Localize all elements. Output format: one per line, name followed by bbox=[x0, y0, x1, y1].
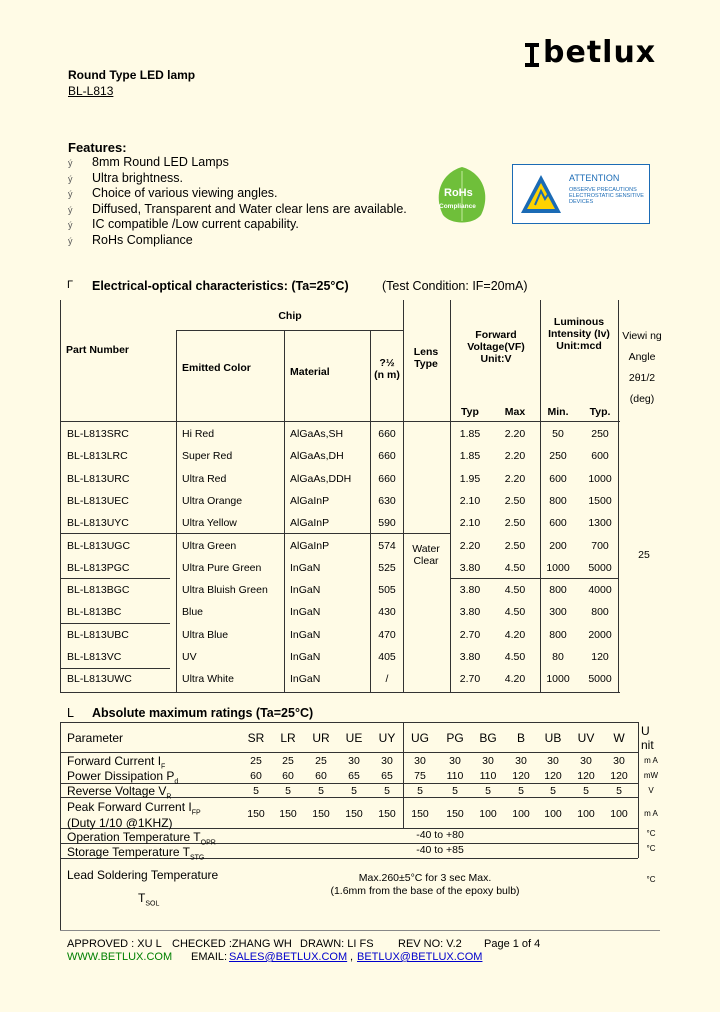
cell-vf-typ: 3.80 bbox=[459, 606, 481, 619]
st-temp-value: -40 to +85 bbox=[416, 844, 464, 856]
amr-col-header: W bbox=[613, 731, 625, 745]
cell-wavelength: 660 bbox=[378, 428, 396, 440]
amr-col-header: UV bbox=[577, 731, 595, 745]
cell-part-number: BL-L813URC bbox=[67, 472, 130, 485]
amr-value: 5 bbox=[550, 785, 556, 797]
cell-material: InGaN bbox=[290, 584, 321, 597]
amr-value: 120 bbox=[512, 770, 530, 782]
feature-text: Diffused, Transparent and Water clear lens are available. bbox=[92, 201, 407, 216]
amr-value: 25 bbox=[282, 755, 294, 767]
amr-row-label bbox=[67, 800, 201, 830]
amr-value: 30 bbox=[515, 755, 527, 767]
col-header-luminous-intensity: Luminous Intensity (Iv) Unit:mcd bbox=[548, 316, 610, 352]
col-header-lens-type: Lens Type bbox=[413, 346, 439, 370]
cell-vf-typ: 3.80 bbox=[459, 584, 481, 597]
cell-material: AlGaAs,SH bbox=[290, 428, 344, 440]
amr-col-header: UG bbox=[411, 731, 429, 745]
cell-vf-max: 2.50 bbox=[504, 517, 526, 530]
cell-material: AlGaAs,DH bbox=[290, 450, 344, 463]
amr-value: 25 bbox=[250, 755, 262, 767]
amr-row-label-text: Power Dissipation P bbox=[67, 769, 175, 783]
cell-iv-min: 800 bbox=[549, 628, 567, 641]
amr-col-header: UY bbox=[378, 731, 396, 745]
amr-value: 120 bbox=[577, 770, 595, 782]
amr-marker: L bbox=[67, 706, 74, 720]
bullet-icon: ý bbox=[68, 189, 73, 200]
amr-value: 150 bbox=[345, 808, 363, 820]
cell-vf-max: 4.50 bbox=[504, 584, 526, 597]
cell-vf-typ: 2.10 bbox=[459, 494, 481, 507]
lens-value-line1: Water bbox=[412, 543, 440, 555]
rohs-subtitle: Compliance bbox=[439, 203, 476, 210]
amr-row-label-sub: R bbox=[166, 793, 172, 801]
op-temp-value: -40 to +80 bbox=[416, 829, 464, 841]
st-temp-text: Storage Temperature T bbox=[67, 845, 190, 859]
cell-iv-typ: 5000 bbox=[588, 561, 612, 574]
st-temp-label bbox=[67, 845, 204, 861]
cell-part-number: BL-L813VC bbox=[67, 651, 122, 663]
cell-part-number: BL-L813BC bbox=[67, 606, 122, 619]
amr-value: 100 bbox=[610, 808, 628, 820]
cell-iv-min: 800 bbox=[549, 584, 567, 597]
amr-col-header: UE bbox=[345, 731, 363, 745]
amr-row-label-text: Peak Forward Current I bbox=[67, 800, 192, 814]
op-temp-text: Operation Temperature T bbox=[67, 830, 201, 844]
cell-vf-max: 4.20 bbox=[504, 628, 526, 641]
brand-logo bbox=[523, 35, 657, 70]
col-header-emitted-color: Emitted Color bbox=[182, 362, 251, 374]
eo-condition: (Test Condition: IF=20mA) bbox=[382, 279, 528, 293]
col-header-material: Material bbox=[290, 366, 330, 378]
cell-iv-typ: 4000 bbox=[588, 584, 612, 597]
cell-emitted-color: Ultra White bbox=[182, 673, 234, 686]
cell-iv-typ: 800 bbox=[591, 606, 609, 619]
cell-emitted-color: Ultra Yellow bbox=[182, 517, 237, 530]
amr-value: 30 bbox=[580, 755, 592, 767]
amr-value: 25 bbox=[315, 755, 327, 767]
cell-emitted-color: Super Red bbox=[182, 450, 233, 463]
amr-col-header: UR bbox=[312, 731, 330, 745]
attention-subtitle: OBSERVE PRECAUTIONS ELECTROSTATIC SENSITIVE DEVICES bbox=[569, 187, 644, 205]
amr-unit: V bbox=[648, 786, 654, 795]
cell-emitted-color: Ultra Pure Green bbox=[182, 561, 262, 574]
cell-iv-min: 250 bbox=[549, 450, 567, 463]
cell-iv-min: 800 bbox=[549, 494, 567, 507]
amr-param-header: Parameter bbox=[67, 731, 124, 745]
list-item bbox=[68, 233, 407, 249]
amr-row-label-sub: FP bbox=[191, 809, 201, 817]
amr-value: 30 bbox=[547, 755, 559, 767]
amr-value: 65 bbox=[348, 770, 360, 782]
cell-vf-typ: 1.85 bbox=[459, 428, 481, 440]
cell-part-number: BL-L813LRC bbox=[67, 450, 128, 463]
cell-iv-min: 1000 bbox=[546, 561, 570, 574]
cell-iv-typ: 1000 bbox=[588, 472, 612, 485]
eo-marker: Γ bbox=[67, 279, 74, 291]
cell-iv-typ: 5000 bbox=[588, 673, 612, 686]
amr-value: 5 bbox=[485, 785, 491, 797]
cell-emitted-color: Ultra Red bbox=[182, 472, 227, 485]
bullet-icon: ý bbox=[68, 235, 73, 246]
list-item bbox=[68, 155, 407, 171]
cell-iv-typ: 1500 bbox=[588, 494, 612, 507]
cell-iv-typ: 1300 bbox=[588, 517, 612, 530]
cell-vf-typ: 3.80 bbox=[459, 651, 481, 663]
amr-value: 100 bbox=[479, 808, 497, 820]
cell-material: AlGaInP bbox=[290, 517, 330, 530]
amr-row-label bbox=[67, 784, 171, 800]
cell-vf-max: 2.50 bbox=[504, 494, 526, 507]
amr-row-label-sub: d bbox=[174, 778, 179, 786]
cell-iv-min: 1000 bbox=[546, 673, 570, 686]
lens-value-line2: Clear bbox=[413, 555, 439, 567]
cell-vf-typ: 1.95 bbox=[459, 472, 481, 485]
col-header-iv-min: Min. bbox=[547, 406, 569, 418]
solder-t: T bbox=[138, 891, 146, 905]
bullet-icon: ý bbox=[68, 204, 73, 215]
cell-vf-max: 4.20 bbox=[504, 673, 526, 686]
amr-unit-header: U nit bbox=[641, 724, 654, 752]
amr-col-header: LR bbox=[280, 731, 296, 745]
features-list bbox=[68, 155, 407, 249]
amr-value: 5 bbox=[452, 785, 458, 797]
cell-vf-typ: 2.10 bbox=[459, 517, 481, 530]
cell-wavelength: 660 bbox=[378, 472, 396, 485]
amr-row-label-text: Forward Current I bbox=[67, 754, 162, 768]
lens-value bbox=[408, 543, 444, 567]
st-temp-sub: STG bbox=[189, 854, 205, 862]
cell-emitted-color: Blue bbox=[182, 606, 204, 619]
amr-value: 5 bbox=[616, 785, 622, 797]
amr-value: 30 bbox=[381, 755, 393, 767]
cell-material: InGaN bbox=[290, 561, 321, 574]
list-item bbox=[68, 171, 407, 187]
footer-website-link[interactable]: WWW.BETLUX.COM bbox=[67, 951, 173, 963]
solder-value-2: (1.6mm from the base of the epoxy bulb) bbox=[330, 885, 520, 897]
feature-text: 8mm Round LED Lamps bbox=[92, 155, 229, 169]
cell-vf-typ: 3.80 bbox=[459, 561, 481, 574]
amr-value: 5 bbox=[583, 785, 589, 797]
solder-unit: °C bbox=[646, 875, 656, 884]
amr-value: 30 bbox=[449, 755, 461, 767]
amr-value: 150 bbox=[411, 808, 429, 820]
op-temp-label bbox=[67, 830, 216, 846]
amr-col-header: B bbox=[516, 731, 525, 745]
col-header-forward-voltage: Forward Voltage(VF) Unit:V bbox=[467, 329, 525, 365]
cell-emitted-color: Ultra Blue bbox=[182, 628, 229, 641]
amr-value: 150 bbox=[312, 808, 330, 820]
amr-value: 5 bbox=[518, 785, 524, 797]
cell-vf-max: 2.20 bbox=[504, 450, 526, 463]
cell-wavelength: 470 bbox=[378, 628, 396, 641]
amr-value: 60 bbox=[282, 770, 294, 782]
amr-value: 100 bbox=[512, 808, 530, 820]
solder-value-1: Max.260±5°C for 3 sec Max. bbox=[358, 872, 492, 884]
col-header-iv-typ: Typ. bbox=[589, 406, 611, 418]
footer-email-betlux-link[interactable]: BETLUX@BETLUX.COM bbox=[357, 951, 483, 963]
footer-email-sales-link[interactable]: SALES@BETLUX.COM bbox=[229, 951, 348, 963]
amr-row-label bbox=[67, 754, 165, 770]
cell-wavelength: 660 bbox=[378, 450, 396, 463]
cell-material: InGaN bbox=[290, 651, 321, 663]
feature-text: Choice of various viewing angles. bbox=[92, 186, 278, 201]
cell-iv-min: 600 bbox=[549, 517, 567, 530]
bullet-icon: ý bbox=[68, 173, 73, 184]
amr-value: 100 bbox=[577, 808, 595, 820]
solder-sub: SOL bbox=[145, 900, 160, 908]
amr-row-label-sub: F bbox=[161, 763, 166, 771]
amr-value: 120 bbox=[544, 770, 562, 782]
cell-iv-typ: 2000 bbox=[588, 628, 612, 641]
cell-wavelength: 505 bbox=[378, 584, 396, 597]
op-temp-unit: °C bbox=[646, 829, 656, 838]
rohs-title: RoHs bbox=[444, 187, 473, 199]
cell-wavelength: 525 bbox=[378, 561, 396, 574]
amr-value: 150 bbox=[378, 808, 396, 820]
st-temp-unit: °C bbox=[646, 844, 656, 853]
amr-value: 30 bbox=[482, 755, 494, 767]
amr-value: 120 bbox=[610, 770, 628, 782]
rohs-badge bbox=[433, 165, 491, 227]
amr-value: 60 bbox=[315, 770, 327, 782]
esd-attention-badge bbox=[512, 164, 650, 224]
list-item bbox=[68, 202, 407, 218]
cell-material: InGaN bbox=[290, 628, 321, 641]
attention-title: ATTENTION bbox=[569, 173, 620, 183]
amr-unit: mW bbox=[643, 771, 659, 780]
cell-iv-typ: 600 bbox=[591, 450, 609, 463]
cell-vf-max: 2.20 bbox=[504, 428, 526, 440]
cell-vf-max: 4.50 bbox=[504, 606, 526, 619]
cell-iv-min: 50 bbox=[552, 428, 564, 440]
amr-value: 5 bbox=[253, 785, 259, 797]
amr-unit: m A bbox=[644, 756, 658, 765]
cell-emitted-color: Ultra Green bbox=[182, 539, 237, 552]
cell-wavelength: 574 bbox=[378, 539, 396, 552]
amr-value: 30 bbox=[613, 755, 625, 767]
cell-vf-typ: 1.85 bbox=[459, 450, 481, 463]
cell-wavelength: 430 bbox=[378, 606, 396, 619]
col-header-vf-typ: Typ bbox=[461, 406, 479, 418]
cell-part-number: BL-L813UYC bbox=[67, 517, 129, 530]
footer-page: Page 1 of 4 bbox=[484, 938, 541, 950]
amr-row-label-line2: (Duty 1/10 @1KHZ) bbox=[67, 816, 173, 831]
amr-col-header: UB bbox=[544, 731, 562, 745]
cell-material: InGaN bbox=[290, 673, 321, 686]
cell-wavelength: 630 bbox=[378, 494, 396, 507]
cell-wavelength: / bbox=[385, 673, 389, 686]
doc-title: Round Type LED lamp bbox=[68, 68, 196, 82]
cell-vf-typ: 2.70 bbox=[459, 628, 481, 641]
feature-text: RoHs Compliance bbox=[92, 232, 193, 247]
amr-value: 30 bbox=[348, 755, 360, 767]
cell-vf-max: 4.50 bbox=[504, 561, 526, 574]
cell-part-number: BL-L813SRC bbox=[67, 428, 129, 440]
footer-email-label: EMAIL: bbox=[191, 951, 228, 963]
cell-emitted-color: Ultra Bluish Green bbox=[182, 584, 268, 597]
cell-iv-typ: 250 bbox=[591, 428, 609, 440]
cell-material: InGaN bbox=[290, 606, 321, 619]
amr-col-header: SR bbox=[247, 731, 265, 745]
amr-value: 5 bbox=[417, 785, 423, 797]
amr-value: 75 bbox=[414, 770, 426, 782]
footer-approved: APPROVED : XU L bbox=[67, 938, 162, 950]
amr-value: 5 bbox=[351, 785, 357, 797]
eo-title: Electrical-optical characteristics: (Ta=25°C) bbox=[92, 279, 349, 293]
logo-text: betlux bbox=[543, 35, 657, 70]
amr-value: 150 bbox=[279, 808, 297, 820]
footer-rev: REV NO: V.2 bbox=[398, 938, 462, 950]
amr-col-header: PG bbox=[446, 731, 464, 745]
col-header-chip: Chip bbox=[278, 310, 302, 322]
cell-part-number: BL-L813BGC bbox=[67, 584, 130, 597]
cell-part-number: BL-L813PGC bbox=[67, 561, 130, 574]
cell-material: AlGaInP bbox=[290, 494, 330, 507]
amr-title: Absolute maximum ratings (Ta=25°C) bbox=[92, 706, 314, 720]
cell-part-number: BL-L813UGC bbox=[67, 539, 131, 552]
amr-row-label bbox=[67, 769, 178, 785]
cell-emitted-color: Ultra Orange bbox=[182, 494, 243, 507]
cell-iv-typ: 120 bbox=[591, 651, 609, 663]
esd-warning-icon bbox=[519, 173, 563, 215]
solder-label: Lead Soldering Temperature bbox=[67, 868, 219, 882]
cell-emitted-color: UV bbox=[182, 651, 197, 663]
cell-wavelength: 590 bbox=[378, 517, 396, 530]
cell-iv-min: 300 bbox=[549, 606, 567, 619]
cell-part-number: BL-L813UBC bbox=[67, 628, 129, 641]
bullet-icon: ý bbox=[68, 158, 73, 168]
col-header-viewing-angle: Viewi ng Angle 2θ1/2 (deg) bbox=[622, 330, 662, 405]
cell-iv-typ: 700 bbox=[591, 539, 609, 552]
cell-vf-typ: 2.20 bbox=[459, 539, 481, 552]
cell-vf-max: 2.20 bbox=[504, 472, 526, 485]
amr-value: 110 bbox=[479, 770, 497, 782]
col-header-wavelength: ?½ (n m) bbox=[374, 357, 400, 381]
cell-vf-max: 2.50 bbox=[504, 539, 526, 552]
amr-row-label-text: Reverse Voltage V bbox=[67, 784, 167, 798]
amr-value: 60 bbox=[250, 770, 262, 782]
cell-iv-min: 80 bbox=[552, 651, 564, 663]
cell-wavelength: 405 bbox=[378, 651, 396, 663]
footer-drawn: DRAWN: LI FS bbox=[300, 938, 374, 950]
amr-value: 5 bbox=[318, 785, 324, 797]
amr-value: 100 bbox=[544, 808, 562, 820]
bullet-icon: ý bbox=[68, 220, 73, 231]
cell-iv-min: 200 bbox=[549, 539, 567, 552]
footer-email-separator: , bbox=[350, 951, 354, 963]
solder-label2 bbox=[138, 891, 159, 907]
col-header-vf-max: Max bbox=[504, 406, 526, 418]
cell-material: AlGaInP bbox=[290, 539, 330, 552]
cell-iv-min: 600 bbox=[549, 472, 567, 485]
doc-part-number: BL-L813 bbox=[68, 84, 114, 98]
cell-part-number: BL-L813UEC bbox=[67, 494, 129, 507]
amr-value: 5 bbox=[384, 785, 390, 797]
viewing-angle-value: 25 bbox=[638, 549, 650, 561]
amr-col-header: BG bbox=[479, 731, 497, 745]
amr-value: 30 bbox=[414, 755, 426, 767]
cell-material: AlGaAs,DDH bbox=[290, 472, 352, 485]
features-title: Features: bbox=[68, 140, 127, 155]
amr-value: 65 bbox=[381, 770, 393, 782]
list-item bbox=[68, 186, 407, 202]
list-item bbox=[68, 217, 407, 233]
amr-value: 110 bbox=[446, 770, 464, 782]
amr-value: 5 bbox=[285, 785, 291, 797]
cell-vf-max: 4.50 bbox=[504, 651, 526, 663]
cell-vf-typ: 2.70 bbox=[459, 673, 481, 686]
amr-value: 150 bbox=[446, 808, 464, 820]
footer-checked: CHECKED :ZHANG WH bbox=[172, 938, 292, 950]
amr-value: 150 bbox=[247, 808, 265, 820]
feature-text: IC compatible /Low current capability. bbox=[92, 217, 299, 232]
feature-text: Ultra brightness. bbox=[92, 170, 184, 185]
cell-part-number: BL-L813UWC bbox=[67, 673, 132, 686]
col-header-part-number: Part Number bbox=[66, 344, 130, 356]
cell-emitted-color: Hi Red bbox=[182, 428, 215, 440]
op-temp-sub: OPR bbox=[200, 839, 216, 847]
amr-unit: m A bbox=[644, 809, 658, 818]
